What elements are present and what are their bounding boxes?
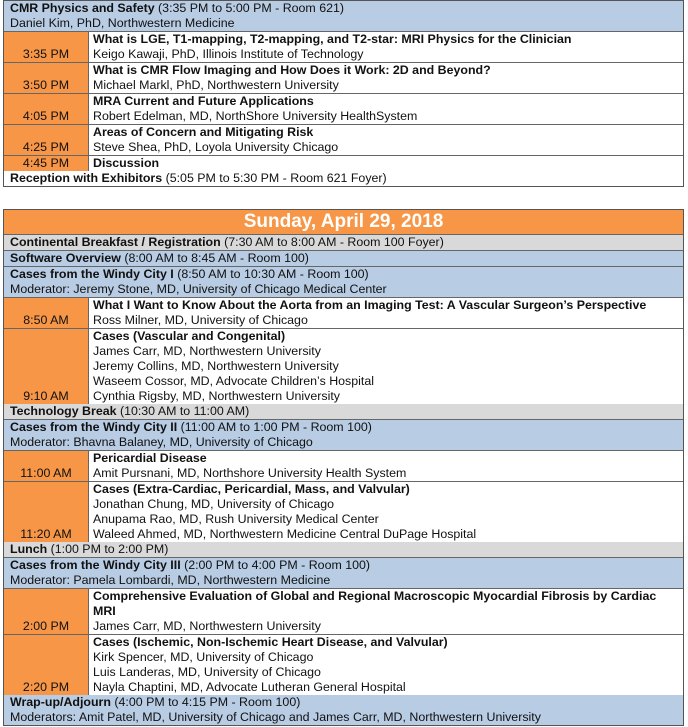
wrapup-title: Wrap-up/Adjourn <box>10 695 111 709</box>
breakfast-title: Continental Breakfast / Registration <box>10 235 221 249</box>
talk-details <box>89 589 683 634</box>
talk-speaker: Cynthia Rigsby, MD, Northwestern University <box>93 389 340 403</box>
lunch-time: (1:00 PM to 2:00 PM) <box>47 542 169 556</box>
talk-details <box>89 298 683 328</box>
talk-speaker: Robert Edelman, MD, NorthShore University HealthSystem <box>93 109 418 123</box>
talk-row <box>4 94 683 125</box>
windy3-time: (2:00 PM to 4:00 PM - Room 100) <box>180 558 371 572</box>
lunch-title: Lunch <box>10 542 48 556</box>
talk-speaker: Keigo Kawaji, PhD, Illinois Institute of Technology <box>93 47 364 61</box>
talk-time: 11:20 AM <box>4 482 89 542</box>
talk-row <box>4 156 683 171</box>
reception-time-room: (5:05 PM to 5:30 PM - Room 621 Foyer) <box>162 171 387 185</box>
windy1-time: (8:50 AM to 10:30 AM - Room 100) <box>173 267 369 281</box>
windy1-header <box>4 267 683 298</box>
talk-row <box>4 63 683 94</box>
breakfast-time: (7:30 AM to 8:00 AM - Room 100 Foyer) <box>220 235 444 249</box>
talk-speaker: Ross Milner, MD, University of Chicago <box>93 313 308 327</box>
talk-row <box>4 329 683 404</box>
talk-title: MRA Current and Future Applications <box>93 94 314 108</box>
talk-speaker: Jonathan Chung, MD, University of Chicago <box>93 497 335 511</box>
talk-title: What I Want to Know About the Aorta from an Imaging Test: A Vascular Surgeon’s Perspective <box>93 298 647 312</box>
talk-time: 3:35 PM <box>4 32 89 62</box>
talk-time: 4:45 PM <box>4 156 89 171</box>
session-time-room: (3:35 PM to 5:00 PM - Room 621) <box>154 1 344 15</box>
session-title: CMR Physics and Safety <box>10 1 155 15</box>
software-time: (8:00 AM to 8:45 AM - Room 100) <box>120 251 309 265</box>
windy2-time: (11:00 AM to 1:00 PM - Room 100) <box>177 420 372 434</box>
talk-details <box>89 63 683 93</box>
talk-speaker: Luis Landeras, MD, University of Chicago <box>93 665 321 679</box>
talk-speaker: Amit Pursnani, MD, Northshore University Health System <box>93 466 407 480</box>
talk-speaker: Jeremy Collins, MD, Northwestern University <box>93 359 339 373</box>
talk-title: Pericardial Disease <box>93 451 207 465</box>
talk-title: Areas of Concern and Mitigating Risk <box>93 125 314 139</box>
talk-speaker: Waseem Cossor, MD, Advocate Children’s Hospital <box>93 374 374 388</box>
talk-row <box>4 32 683 63</box>
tech-break-time: (10:30 AM to 11:00 AM) <box>116 404 250 418</box>
talk-title: What is LGE, T1-mapping, T2-mapping, and T2-star: MRI Physics for the Clinician <box>93 32 572 46</box>
talk-row <box>4 451 683 482</box>
talk-time: 4:25 PM <box>4 125 89 155</box>
lunch-row <box>4 542 683 558</box>
software-row <box>4 251 683 267</box>
windy2-header <box>4 420 683 451</box>
windy2-moderator: Moderator: Bhavna Balaney, MD, University of Chicago <box>10 435 313 449</box>
session-table-sunday <box>3 209 684 726</box>
talk-row <box>4 125 683 156</box>
wrapup-row <box>4 695 683 725</box>
wrapup-moderators: Moderators: Amit Patel, MD, University of Chicago and James Carr, MD, Northwestern University <box>10 710 541 724</box>
talk-time: 11:00 AM <box>4 451 89 481</box>
breakfast-row <box>4 235 683 251</box>
wrapup-time: (4:00 PM to 4:15 PM - Room 100) <box>110 695 301 709</box>
talk-details <box>89 451 683 481</box>
talk-time: 2:20 PM <box>4 635 89 695</box>
windy3-header <box>4 558 683 589</box>
tech-break-title: Technology Break <box>10 404 117 418</box>
windy1-title: Cases from the Windy City I <box>10 267 174 281</box>
talk-speaker: James Carr, MD, Northwestern University <box>93 344 321 358</box>
talk-speaker: Waleed Ahmed, MD, Northwestern Medicine Central DuPage Hospital <box>93 527 477 541</box>
talk-title: Comprehensive Evaluation of Global and Regional Macroscopic Myocardial Fibrosis by Cardiac MRI <box>93 589 657 618</box>
talk-time: 2:00 PM <box>4 589 89 634</box>
talk-details <box>89 156 683 171</box>
talk-details <box>89 32 683 62</box>
session-header <box>4 1 683 32</box>
talk-row <box>4 298 683 329</box>
talk-details <box>89 125 683 155</box>
reception-row <box>4 171 683 186</box>
talk-details <box>89 329 683 404</box>
talk-speaker: Nayla Chaptini, MD, Advocate Lutheran General Hospital <box>93 680 406 694</box>
talk-time: 3:50 PM <box>4 63 89 93</box>
talk-title: What is CMR Flow Imaging and How Does it Work: 2D and Beyond? <box>93 63 491 77</box>
talk-title: Cases (Vascular and Congenital) <box>93 329 286 343</box>
talk-details <box>89 94 683 124</box>
talk-title: Discussion <box>93 156 160 170</box>
session-moderator: Daniel Kim, PhD, Northwestern Medicine <box>10 16 235 30</box>
software-title: Software Overview <box>10 251 121 265</box>
windy3-moderator: Moderator: Pamela Lombardi, MD, Northwestern Medicine <box>10 573 331 587</box>
talk-row <box>4 635 683 695</box>
talk-details <box>89 482 683 542</box>
talk-speaker: Michael Markl, PhD, Northwestern University <box>93 78 339 92</box>
talk-time: 4:05 PM <box>4 94 89 124</box>
talk-time: 8:50 AM <box>4 298 89 328</box>
talk-speaker: Kirk Spencer, MD, University of Chicago <box>93 650 314 664</box>
talk-speaker: Anupama Rao, MD, Rush University Medical Center <box>93 512 379 526</box>
talk-row <box>4 589 683 635</box>
talk-time: 9:10 AM <box>4 329 89 404</box>
talk-details <box>89 635 683 695</box>
day-heading: Sunday, April 29, 2018 <box>4 210 683 235</box>
session-table-saturday <box>3 0 684 187</box>
talk-speaker: James Carr, MD, Northwestern University <box>93 619 321 633</box>
windy3-title: Cases from the Windy City III <box>10 558 181 572</box>
talk-title: Cases (Extra-Cardiac, Pericardial, Mass, and Valvular) <box>93 482 410 496</box>
tech-break-row <box>4 404 683 420</box>
windy1-moderator: Moderator: Jeremy Stone, MD, University of Chicago Medical Center <box>10 282 387 296</box>
talk-speaker: Steve Shea, PhD, Loyola University Chicago <box>93 140 339 154</box>
talk-title: Cases (Ischemic, Non-Ischemic Heart Disease, and Valvular) <box>93 635 448 649</box>
reception-title: Reception with Exhibitors <box>10 171 163 185</box>
talk-row <box>4 482 683 542</box>
windy2-title: Cases from the Windy City II <box>10 420 178 434</box>
